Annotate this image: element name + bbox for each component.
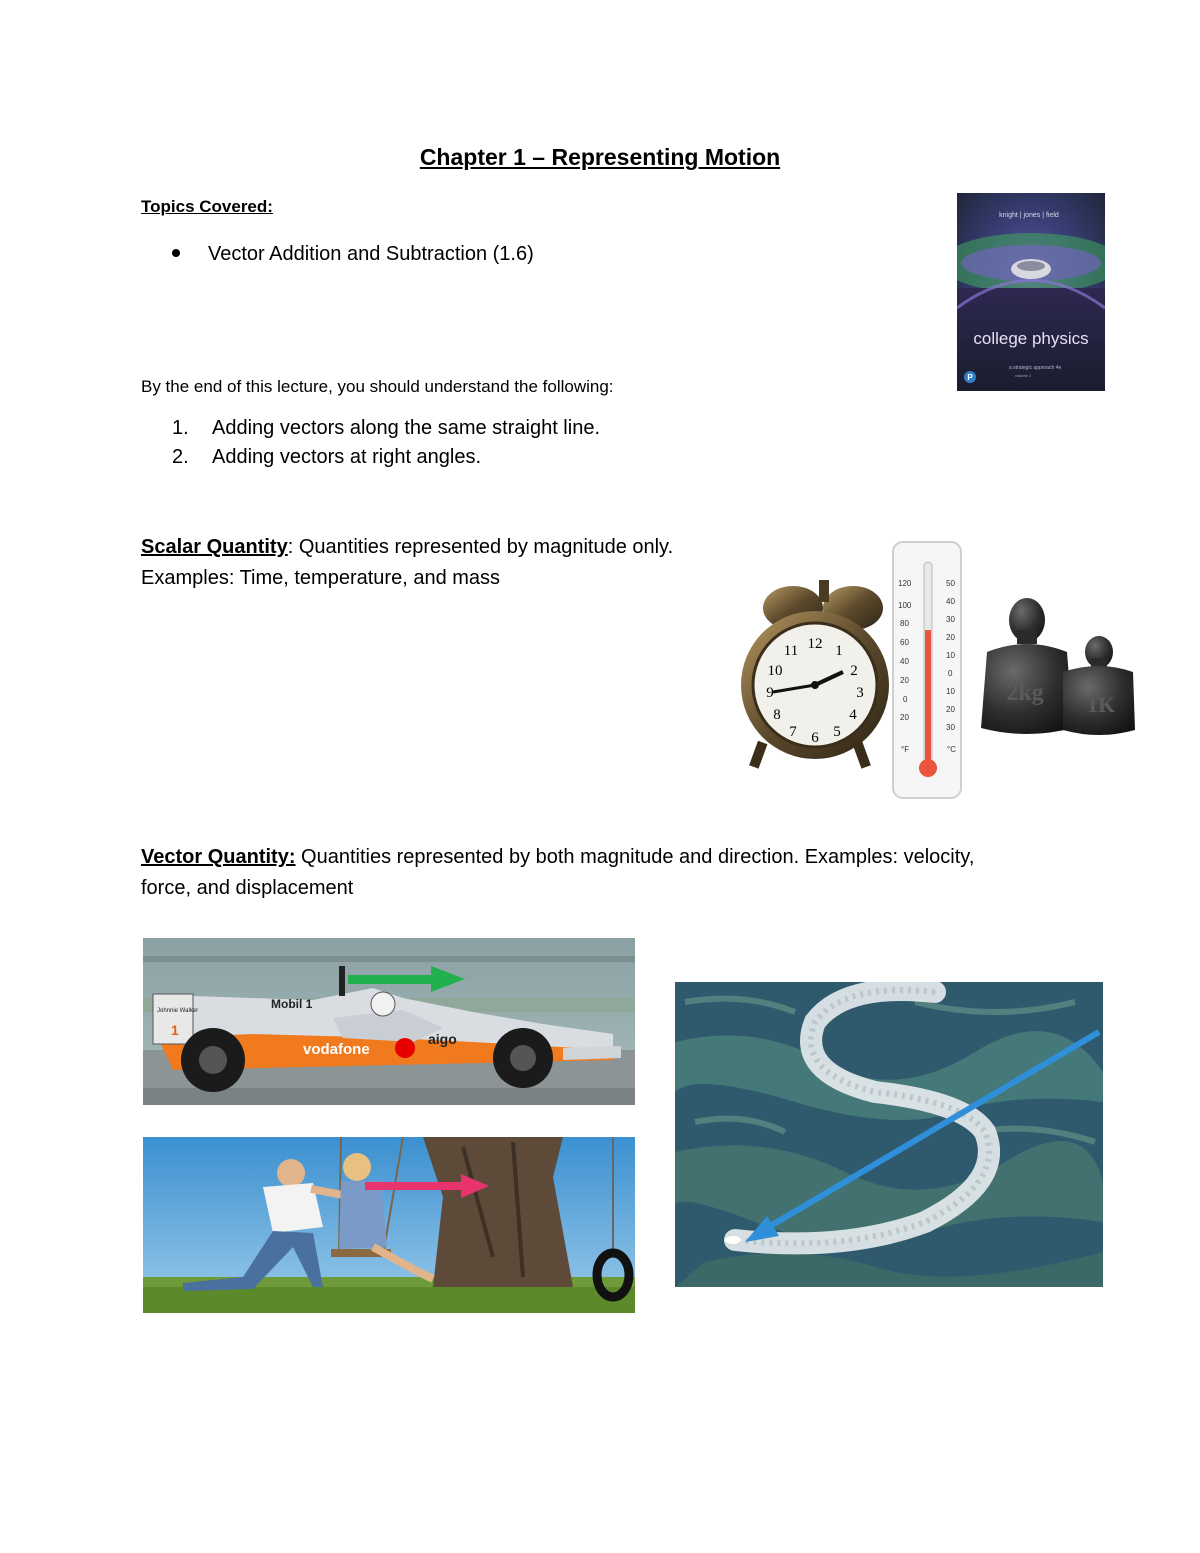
clock-number: 10 [767, 663, 783, 679]
clock-number: 9 [766, 685, 774, 701]
intro-text: By the end of this lecture, you should understand the following: [141, 377, 614, 396]
clock-number: 2 [850, 663, 858, 679]
alarm-clock-icon [741, 580, 889, 769]
scalar-paragraph [141, 532, 741, 594]
thermo-c-tick: 30 [946, 615, 955, 624]
thermo-f-tick: 120 [898, 579, 912, 588]
car-number: 1 [171, 1022, 179, 1038]
vector-definition-line2: force, and displacement [141, 877, 354, 899]
thermo-c-tick: 30 [946, 723, 955, 732]
thermometer-icon [893, 542, 961, 798]
book-title: college physics [973, 329, 1089, 348]
vector-paragraph [141, 842, 1081, 904]
topic-bullet-item [172, 243, 534, 266]
weights-icon [981, 598, 1135, 735]
thermo-f-tick: 80 [900, 619, 909, 628]
thermo-f-tick: 100 [898, 601, 912, 610]
boat-displacement-image [675, 982, 1103, 1287]
thermo-c-tick: 50 [946, 579, 955, 588]
scalar-examples: Examples: Time, temperature, and mass [141, 567, 501, 589]
thermo-c-tick: 10 [946, 687, 955, 696]
clock-number: 4 [849, 707, 857, 723]
objective-item [172, 446, 481, 469]
thermo-c-tick: 20 [946, 633, 955, 642]
topic-text: Vector Addition and Subtraction (1.6) [208, 243, 534, 265]
thermo-f-tick: 20 [900, 676, 909, 685]
bullet-icon [172, 249, 180, 257]
publisher-logo-icon: P [967, 373, 973, 382]
thermo-f-tick: 20 [900, 713, 909, 722]
weight-label-2kg: 2kg [1006, 680, 1044, 706]
car-sponsor-mobil: Mobil 1 [271, 997, 313, 1011]
swing-push-image [143, 1137, 635, 1313]
car-sponsor-jw: Johnnie Walker [157, 1008, 199, 1014]
clock-number: 12 [807, 636, 823, 652]
topics-label: Topics Covered: [141, 197, 273, 216]
book-subtitle: a strategic approach 4e [1009, 365, 1062, 371]
scalar-definition: : Quantities represented by magnitude only. [287, 536, 674, 558]
thermo-c-tick: 0 [948, 669, 953, 678]
objective-text: Adding vectors along the same straight line. [212, 417, 600, 439]
race-car-image [143, 938, 635, 1105]
clock-number: 11 [783, 643, 799, 659]
thermo-f-tick: 40 [900, 657, 909, 666]
thermo-f-unit: °F [901, 745, 910, 754]
vector-definition: Quantities represented by both magnitude and direction. Examples: velocity, [295, 846, 975, 868]
car-sponsor-vodafone: vodafone [303, 1041, 370, 1058]
objective-text: Adding vectors at right angles. [212, 446, 482, 468]
car-sponsor-aigo: aigo [428, 1031, 457, 1047]
book-authors: knight | jones | field [999, 212, 1059, 219]
weight-label-1kg: 1K [1086, 692, 1116, 717]
thermo-f-tick: 0 [903, 695, 908, 704]
clock-number: 6 [811, 730, 819, 746]
clock-number: 3 [856, 685, 864, 701]
vector-term: Vector Quantity: [141, 846, 296, 868]
thermo-c-tick: 40 [946, 597, 955, 606]
clock-number: 5 [833, 724, 841, 740]
scalar-term: Scalar Quantity [141, 536, 288, 558]
thermo-f-tick: 60 [900, 638, 909, 647]
clock-number: 7 [789, 724, 797, 740]
book-volume: volume 1 [1015, 373, 1032, 378]
objective-number: 2. [172, 446, 189, 468]
thermo-c-tick: 20 [946, 705, 955, 714]
book-cover-image [957, 193, 1105, 391]
clock-number: 8 [773, 707, 781, 723]
objective-item [172, 417, 600, 440]
scalar-examples-image [735, 540, 1140, 800]
clock-number: 1 [835, 643, 843, 659]
thermo-c-unit: °C [947, 745, 956, 754]
objective-number: 1. [172, 417, 189, 439]
thermo-c-tick: 10 [946, 651, 955, 660]
page-title: Chapter 1 – Representing Motion [419, 144, 781, 170]
